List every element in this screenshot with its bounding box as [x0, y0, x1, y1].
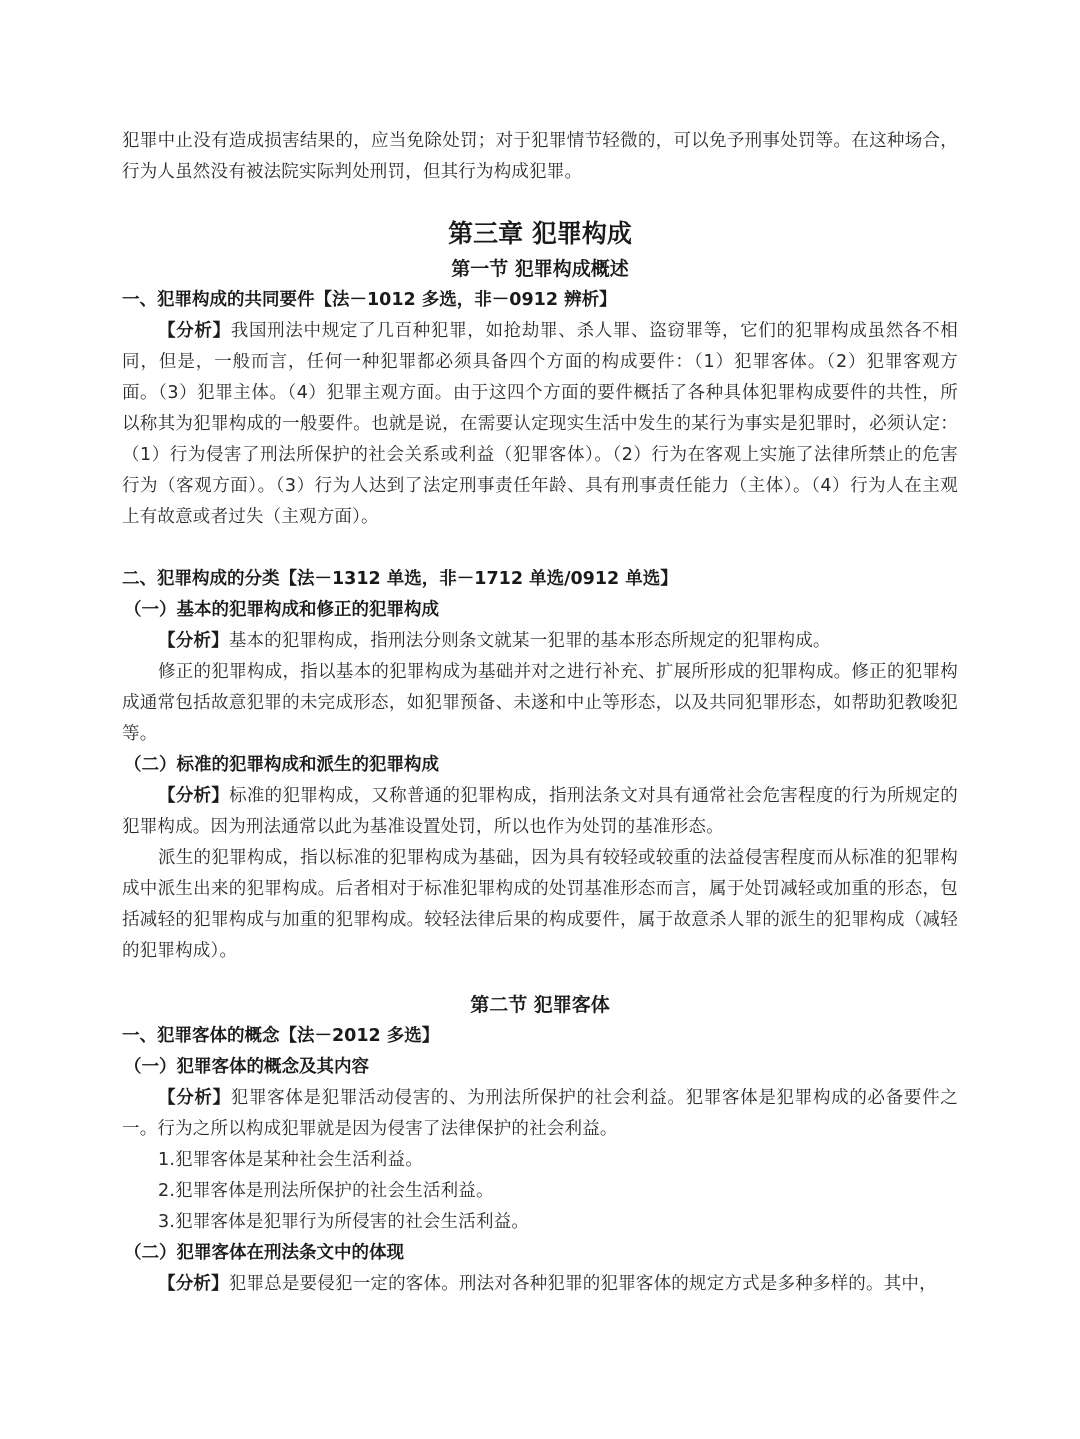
- section-title: 第二节 犯罪客体: [470, 994, 610, 1016]
- body-paragraph: 修正的犯罪构成，指以基本的犯罪构成为基础并对之进行补充、扩展所形成的犯罪构成。修正的犯罪构成通常包括故意犯罪的未完成形态，如犯罪预备、未遂和中止等形态，以及共同犯罪形态，如帮助犯教唆犯等。: [122, 662, 958, 744]
- part-heading: 二、犯罪构成的分类【法－1312 单选，非－1712 单选/0912 单选】: [122, 569, 678, 589]
- analysis-paragraph: [122, 626, 958, 657]
- section-title: 第一节 犯罪构成概述: [451, 258, 629, 280]
- part-heading: 一、犯罪构成的共同要件【法－1012 多选，非－0912 辨析】: [122, 290, 617, 310]
- analysis-text: 犯罪总是要侵犯一定的客体。刑法对各种犯罪的犯罪客体的规定方式是多种多样的。其中，: [228, 1274, 937, 1294]
- analysis-paragraph: [122, 316, 958, 533]
- subpart-heading: （一）犯罪客体的概念及其内容: [124, 1057, 369, 1077]
- analysis-tag: 【分析】: [158, 1274, 229, 1294]
- chapter-title: 第三章 犯罪构成: [448, 219, 632, 248]
- body-paragraph: 派生的犯罪构成，指以标准的犯罪构成为基础，因为具有较轻或较重的法益侵害程度而从标准的犯罪构成中派生出来的犯罪构成。后者相对于标准犯罪构成的处罚基准形态而言，属于处罚减轻或加重的形态，包括减轻的犯罪构成与加重的犯罪构成。较轻法律后果的构成要件，属于故意杀人罪的派生的犯罪构成（减轻的犯罪构成）。: [122, 848, 958, 961]
- analysis-tag: 【分析】: [158, 786, 230, 806]
- subpart-heading: （一）基本的犯罪构成和修正的犯罪构成: [124, 600, 439, 620]
- analysis-text: 标准的犯罪构成，又称普通的犯罪构成，指刑法条文对具有通常社会危害程度的行为所规定的犯罪构成。因为刑法通常以此为基准设置处罚，所以也作为处罚的基准形态。: [122, 786, 958, 837]
- analysis-paragraph: [122, 1269, 958, 1300]
- spacer: [122, 533, 958, 564]
- part-heading: 一、犯罪客体的概念【法－2012 多选】: [122, 1026, 440, 1046]
- analysis-paragraph: [122, 1083, 958, 1145]
- analysis-text: 我国刑法中规定了几百种犯罪，如抢劫罪、杀人罪、盗窃罪等，它们的犯罪构成虽然各不相同，但是，一般而言，任何一种犯罪都必须具备四个方面的构成要件：（1）犯罪客体。（2）犯罪客观方面。（3）犯罪主体。（4）犯罪主观方面。由于这四个方面的要件概括了各种具体犯罪构成要件的共性，所以称其为犯罪构成的一般要件。也就是说，在需要认定现实生活中发生的某行为事实是犯罪时，必须认定：（1）行为侵害了刑法所保护的社会关系或利益（犯罪客体）。（2）行为在客观上实施了法律所禁止的危害行为（客观方面）。（3）行为人达到了法定刑事责任年龄、具有刑事责任能力（主体）。（4）行为人在主观上有故意或者过失（主观方面）。: [122, 321, 958, 527]
- analysis-text: 犯罪客体是犯罪活动侵害的、为刑法所保护的社会利益。犯罪客体是犯罪构成的必备要件之一。行为之所以构成犯罪就是因为侵害了法律保护的社会利益。: [122, 1088, 958, 1139]
- analysis-text: 基本的犯罪构成，指刑法分则条文就某一犯罪的基本形态所规定的犯罪构成。: [228, 631, 831, 651]
- subpart-heading: （二）犯罪客体在刑法条文中的体现: [124, 1243, 404, 1263]
- list-item: 1.犯罪客体是某种社会生活利益。: [158, 1150, 423, 1170]
- spacer: [122, 967, 958, 989]
- list-item: 2.犯罪客体是刑法所保护的社会生活利益。: [158, 1181, 494, 1201]
- analysis-tag: 【分析】: [158, 1088, 231, 1108]
- intro-paragraph: 犯罪中止没有造成损害结果的，应当免除处罚；对于犯罪情节轻微的，可以免予刑事处罚等。在这种场合，行为人虽然没有被法院实际判处刑罚，但其行为构成犯罪。: [122, 131, 958, 182]
- analysis-tag: 【分析】: [158, 321, 231, 341]
- analysis-paragraph: [122, 781, 958, 843]
- subpart-heading: （二）标准的犯罪构成和派生的犯罪构成: [124, 755, 439, 775]
- list-item: 3.犯罪客体是犯罪行为所侵害的社会生活利益。: [158, 1212, 530, 1232]
- analysis-tag: 【分析】: [158, 631, 229, 651]
